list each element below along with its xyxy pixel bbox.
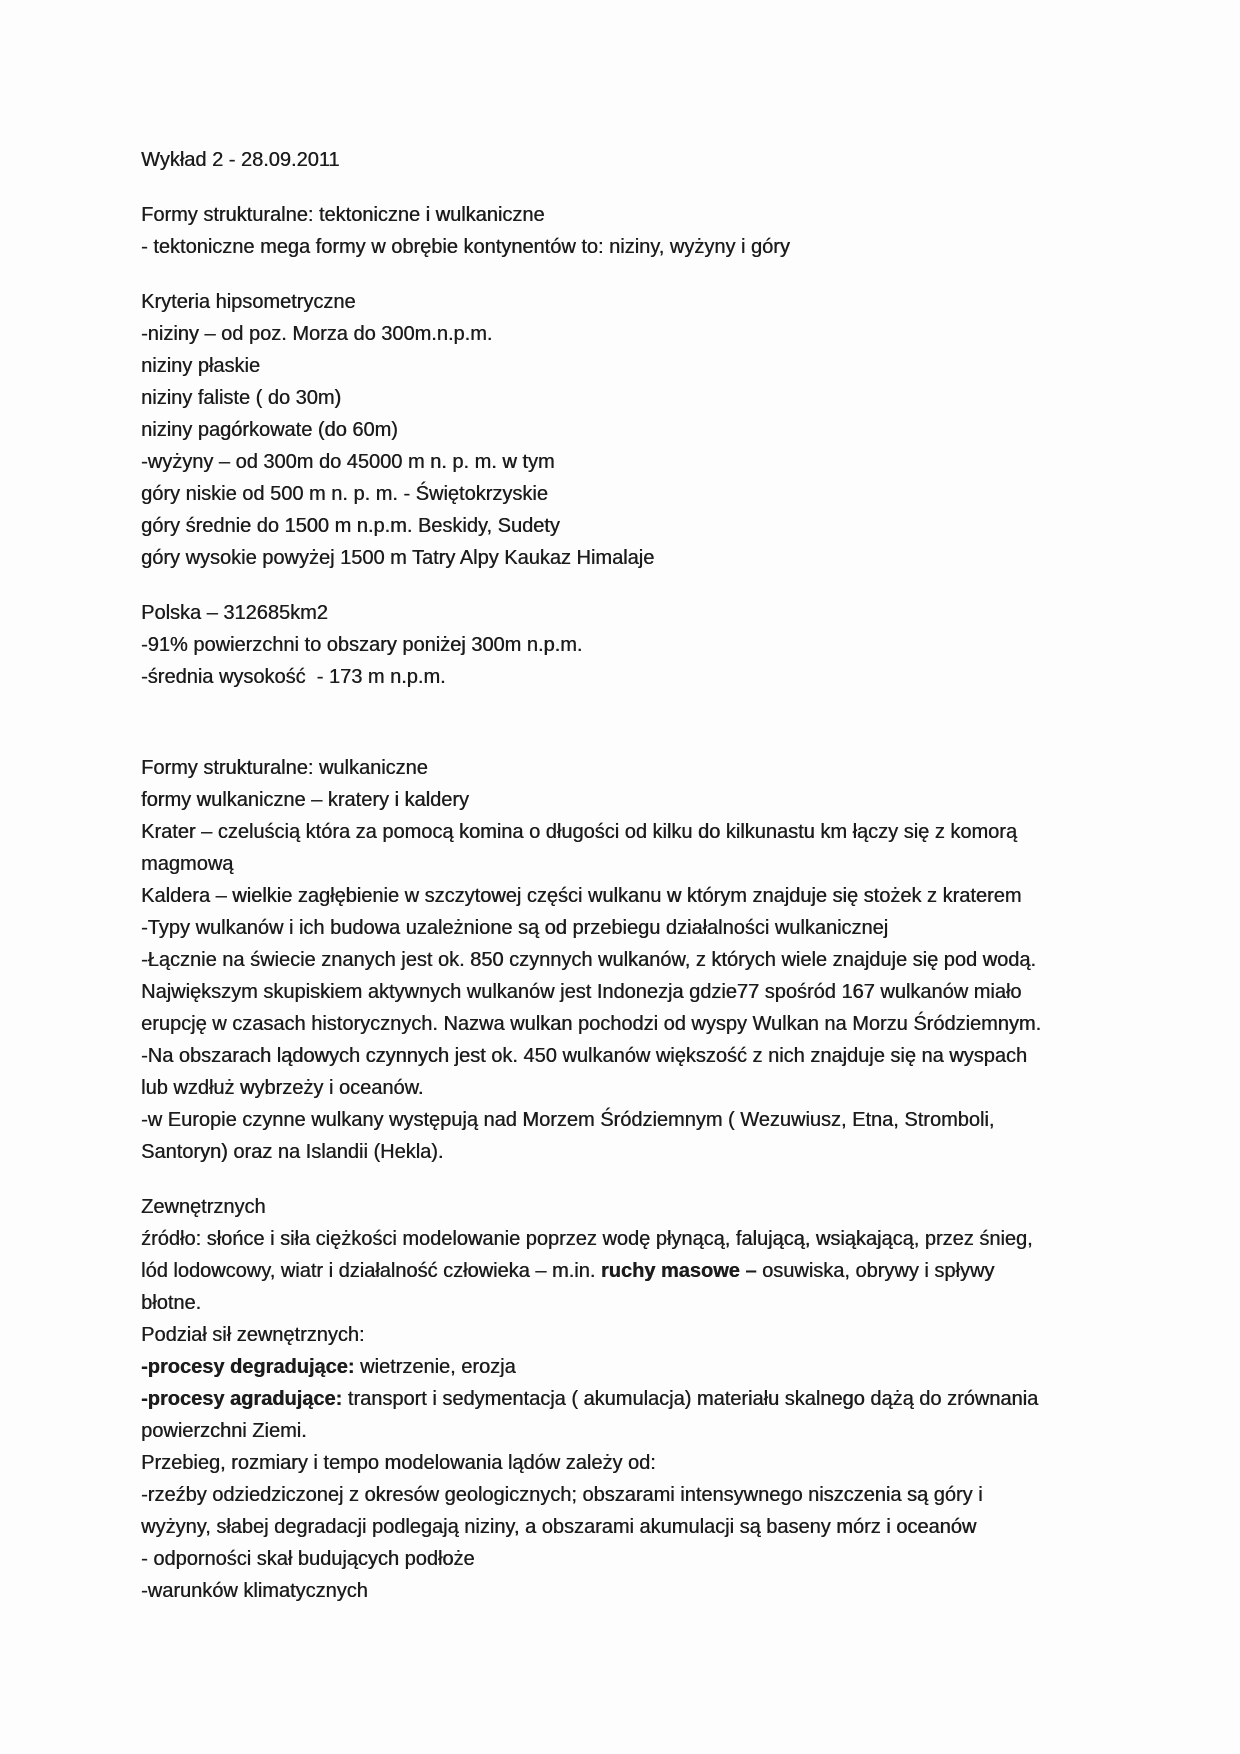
text-line: - tektoniczne mega formy w obrębie kontynentów to: niziny, wyżyny i góry: [141, 236, 790, 258]
text-span: lód lodowcowy, wiatr i działalność człowieka – m.in.: [141, 1260, 601, 1282]
text-line: -91% powierzchni to obszary poniżej 300m n.p.m.: [141, 634, 583, 656]
text-line: formy wulkaniczne – kratery i kaldery: [141, 789, 469, 811]
text-span: osuwiska, obrywy i spływy: [756, 1260, 995, 1282]
document-content: [141, 144, 1101, 1630]
text-line: -rzeźby odziedziczonej z okresów geologicznych; obszarami intensywnego niszczenia są góry i: [141, 1484, 983, 1506]
text-line: źródło: słońce i siła ciężkości modelowanie poprzez wodę płynącą, falującą, wsiąkającą, przez śnieg,: [141, 1228, 1033, 1250]
paragraph-polska: [141, 597, 1101, 693]
text-line: erupcję w czasach historycznych. Nazwa wulkan pochodzi od wyspy Wulkan na Morzu Śródziemnym.: [141, 1013, 1042, 1035]
text-line: [141, 1383, 1101, 1415]
text-line: -wyżyny – od 300m do 45000 m n. p. m. w tym: [141, 451, 555, 473]
text-line: -Typy wulkanów i ich budowa uzależnione są od przebiegu działalności wulkanicznej: [141, 917, 889, 939]
text-line: Formy strukturalne: wulkaniczne: [141, 757, 428, 779]
text-line: Przebieg, rozmiary i tempo modelowania lądów zależy od:: [141, 1452, 656, 1474]
text-line: góry średnie do 1500 m n.p.m. Beskidy, Sudety: [141, 515, 560, 537]
paragraph-sily-zewnetrzne: [141, 1191, 1101, 1607]
text-line: niziny pagórkowate (do 60m): [141, 419, 398, 441]
text-line: Wykład 2 - 28.09.2011: [141, 149, 340, 171]
text-line: -Łącznie na świecie znanych jest ok. 850 czynnych wulkanów, z których wiele znajduje się pod wodą.: [141, 949, 1036, 971]
text-line: -niziny – od poz. Morza do 300m.n.p.m.: [141, 323, 493, 345]
text-line: - odporności skał budujących podłoże: [141, 1548, 475, 1570]
text-line: -w Europie czynne wulkany występują nad Morzem Śródziemnym ( Wezuwiusz, Etna, Stromboli,: [141, 1109, 995, 1131]
text-line: [141, 1351, 1101, 1383]
text-line: -średnia wysokość - 173 m n.p.m.: [141, 666, 446, 688]
text-line: błotne.: [141, 1292, 202, 1314]
text-line: Kryteria hipsometryczne: [141, 291, 356, 313]
paragraph-formy-wulkaniczne: [141, 752, 1101, 1168]
text-line: Największym skupiskiem aktywnych wulkanów jest Indonezja gdzie77 spośród 167 wulkanów miało: [141, 981, 1022, 1003]
paragraph-formy-tektoniczne: [141, 199, 1101, 263]
text-line: góry wysokie powyżej 1500 m Tatry Alpy Kaukaz Himalaje: [141, 547, 655, 569]
text-span: transport i sedymentacja ( akumulacja) materiału skalnego dążą do zrównania: [342, 1388, 1039, 1410]
bold-text-span: -procesy degradujące:: [141, 1356, 355, 1378]
text-line: wyżyny, słabej degradacji podlegają niziny, a obszarami akumulacji są baseny mórz i oceanów: [141, 1516, 977, 1538]
text-line: Polska – 312685km2: [141, 602, 328, 624]
text-line: Zewnętrznych: [141, 1196, 266, 1218]
text-line: Kaldera – wielkie zagłębienie w szczytowej części wulkanu w którym znajduje się stożek z kraterem: [141, 885, 1022, 907]
text-line: Krater – czeluścią która za pomocą komina o długości od kilku do kilkunastu km łączy się z komorą: [141, 821, 1017, 843]
text-line: -Na obszarach lądowych czynnych jest ok. 450 wulkanów większość z nich znajduje się na wyspach: [141, 1045, 1027, 1067]
text-line: Santoryn) oraz na Islandii (Hekla).: [141, 1141, 444, 1163]
text-line: Formy strukturalne: tektoniczne i wulkaniczne: [141, 204, 545, 226]
text-line: [141, 1255, 1101, 1287]
text-line: powierzchni Ziemi.: [141, 1420, 307, 1442]
text-line: magmową: [141, 853, 234, 875]
text-line: niziny faliste ( do 30m): [141, 387, 342, 409]
text-line: lub wzdłuż wybrzeży i oceanów.: [141, 1077, 424, 1099]
paragraph-kryteria-hipsometryczne: [141, 286, 1101, 574]
lecture-title: [141, 144, 1101, 176]
text-line: -warunków klimatycznych: [141, 1580, 368, 1602]
bold-text-span: ruchy masowe –: [600, 1260, 757, 1282]
text-line: góry niskie od 500 m n. p. m. - Świętokrzyskie: [141, 483, 548, 505]
text-span: wietrzenie, erozja: [354, 1356, 516, 1378]
text-line: Podział sił zewnętrznych:: [141, 1324, 365, 1346]
text-line: niziny płaskie: [141, 355, 260, 377]
bold-text-span: -procesy agradujące:: [141, 1388, 343, 1410]
